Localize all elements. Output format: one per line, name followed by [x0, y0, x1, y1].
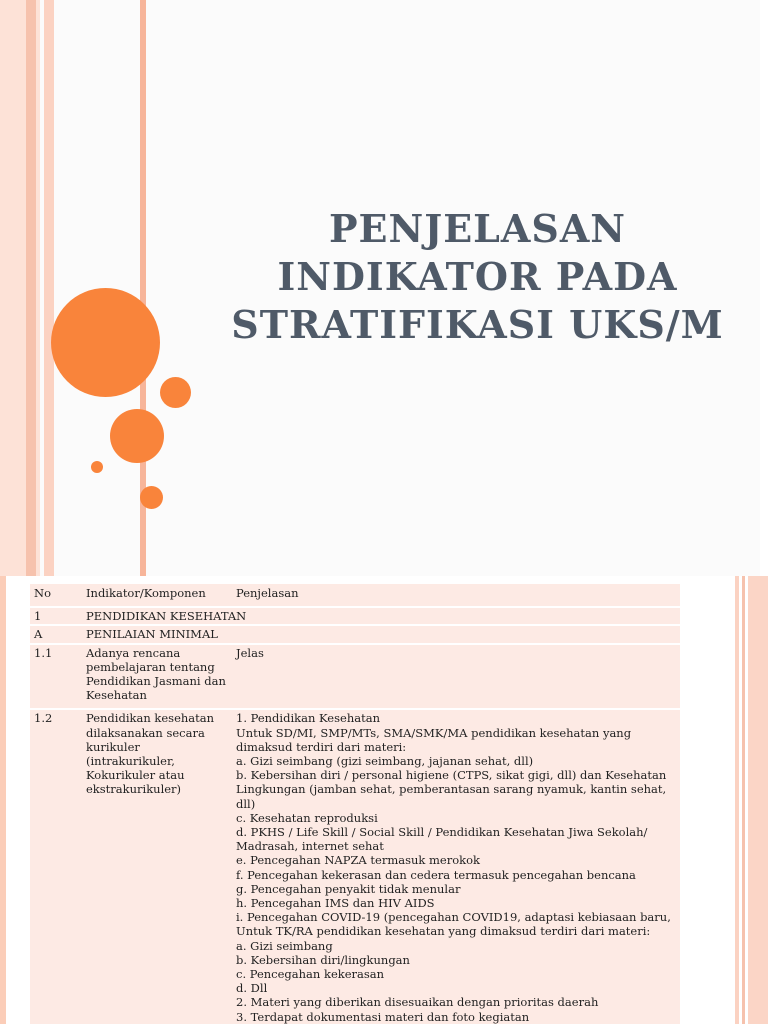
cell-no: 1 [30, 607, 82, 625]
desc-line: d. PKHS / Life Skill / Social Skill / Pendidikan Kesehatan Jiwa Sekolah/ Madrasah, internet sehat [236, 825, 648, 854]
desc-line: 3. Terdapat dokumentasi materi dan foto kegiatan [236, 1009, 530, 1024]
desc-line: e. Pencegahan NAPZA termasuk merokok [236, 853, 481, 868]
cell-penjelasan: Jelas [232, 644, 680, 710]
desc-line: b. Kebersihan diri / personal higiene (CTPS, sikat gigi, dll) dan Kesehatan Lingkungan (jamban sehat, pemberantasan sarang nyamuk, kantin sehat, dll) [236, 768, 667, 811]
cell-indikator: PENDIDIKAN KESEHATAN [82, 607, 680, 625]
cell-indikator: PENILAIAN MINIMAL [82, 625, 680, 643]
desc-line: c. Pencegahan kekerasan [236, 967, 385, 982]
desc-line: g. Pencegahan penyakit tidak menular [236, 881, 461, 896]
slide-title [200, 205, 755, 349]
cell-no: A [30, 625, 82, 643]
decor-stripe [0, 0, 26, 576]
decor-stripe [760, 0, 768, 576]
decor-circle [110, 409, 164, 463]
table-header-row [30, 584, 680, 607]
cell-indikator: Pendidikan kesehatan dilaksanakan secara kurikuler (intrakurikuler, Kokurikuler atau ekstrakurikuler) [82, 709, 232, 1024]
desc-line: 2. Materi yang diberikan disesuaikan dengan prioritas daerah [236, 995, 599, 1010]
table-row [30, 607, 680, 625]
decor-stripe [44, 0, 54, 576]
decor-stripe [748, 576, 768, 1024]
desc-line: a. Gizi seimbang [236, 938, 333, 953]
title-line: PENJELASAN [328, 206, 627, 251]
cell-penjelasan [232, 709, 680, 1024]
desc-line: 1. Pendidikan Kesehatan [236, 711, 380, 726]
table-row [30, 644, 680, 710]
decor-circle [140, 486, 163, 509]
table-slide [0, 576, 768, 1024]
desc-line: h. Pencegahan IMS dan HIV AIDS [236, 896, 435, 911]
cell-no: 1.1 [30, 644, 82, 710]
decor-circle [160, 377, 191, 408]
decor-stripe [36, 0, 40, 576]
desc-line: c. Kesehatan reproduksi [236, 810, 378, 825]
decor-stripe [735, 576, 739, 1024]
decor-stripe [0, 576, 6, 1024]
desc-line: f. Pencegahan kekerasan dan cedera termasuk pencegahan bencana [236, 867, 636, 882]
title-line: STRATIFIKASI UKS/M [231, 302, 724, 347]
desc-line: i. Pencegahan COVID-19 (pencegahan COVID19, adaptasi kebiasaan baru, [236, 910, 671, 925]
desc-line: Untuk SD/MI, SMP/MTs, SMA/SMK/MA pendidikan kesehatan yang dimaksud terdiri dari materi: [236, 725, 632, 754]
desc-line: d. Dll [236, 981, 268, 996]
title-line: INDIKATOR PADA [277, 254, 678, 299]
desc-line: Untuk TK/RA pendidikan kesehatan yang dimaksud terdiri dari materi: [236, 924, 651, 939]
table-row [30, 709, 680, 1024]
decor-stripe [742, 576, 745, 1024]
header-no: No [30, 584, 82, 607]
cell-indikator: Adanya rencana pembelajaran tentang Pendidikan Jasmani dan Kesehatan [82, 644, 232, 710]
header-penjelasan: Penjelasan [232, 584, 680, 607]
decor-circle [51, 288, 160, 397]
indicator-table [30, 584, 680, 1024]
decor-circle [91, 461, 103, 473]
table-row [30, 625, 680, 643]
header-indikator: Indikator/Komponen [82, 584, 232, 607]
desc-line: b. Kebersihan diri/lingkungan [236, 952, 410, 967]
cell-no: 1.2 [30, 709, 82, 1024]
desc-line: a. Gizi seimbang (gizi seimbang, jajanan sehat, dll) [236, 754, 534, 769]
decor-stripe [26, 0, 36, 576]
